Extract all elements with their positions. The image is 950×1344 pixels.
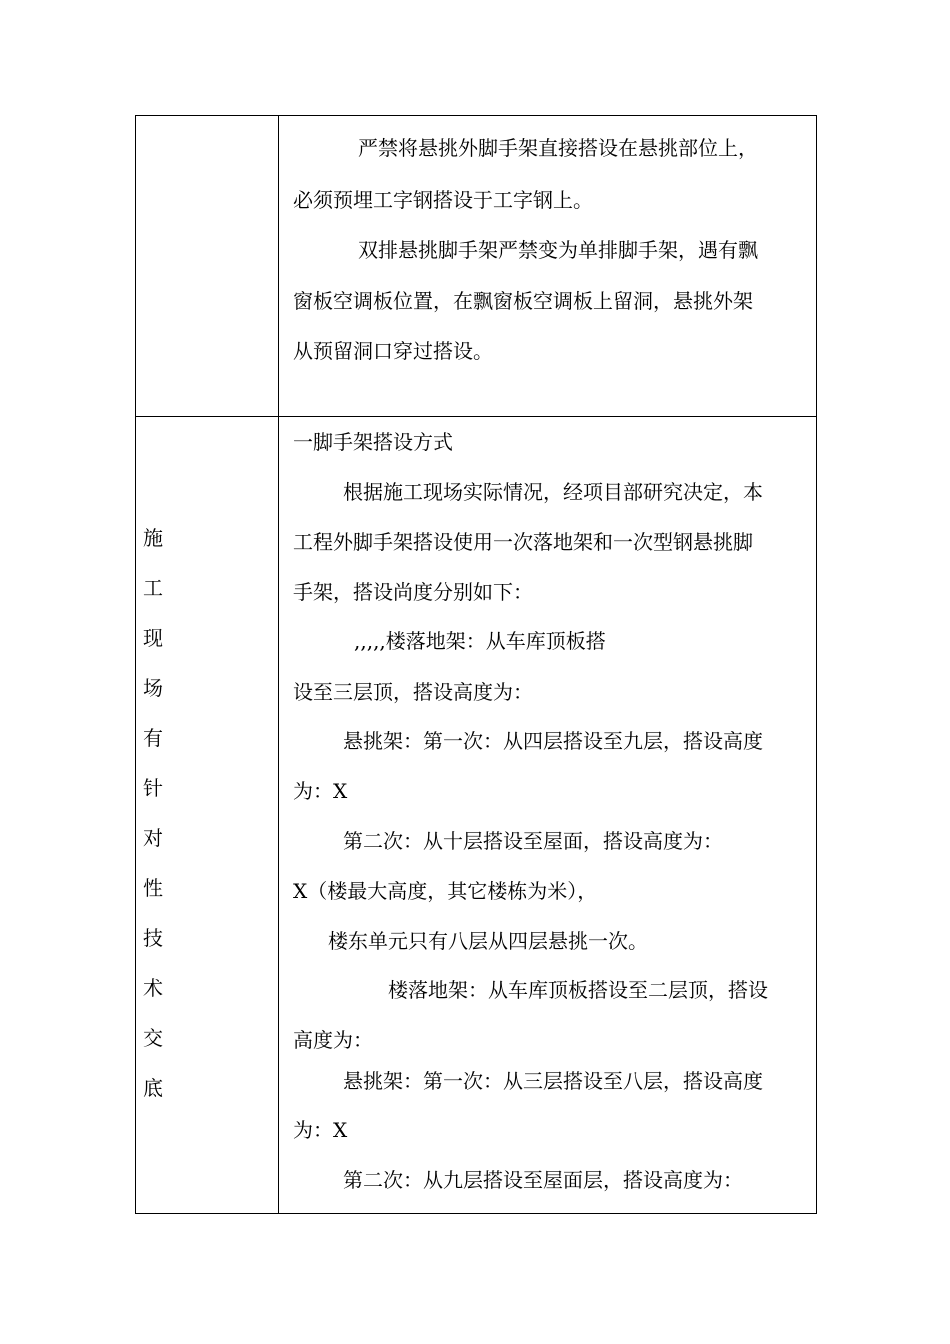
row2-line: 为：X — [293, 1118, 348, 1142]
row2-line: 手架，搭设尚度分别如下： — [293, 580, 533, 604]
row2-label-char: 场 — [143, 676, 163, 700]
section-heading: 一脚手架搭设方式 — [293, 430, 453, 454]
row2-line: 根据施工现场实际情况，经项目部研究决定，本 — [343, 480, 763, 504]
row-divider — [136, 416, 816, 417]
row1-line-4: 窗板空调板位置，在飘窗板空调板上留洞，悬挑外架 — [293, 289, 753, 313]
row2-label-char: 术 — [143, 976, 163, 1000]
column-divider — [278, 116, 279, 1213]
row1-line-5: 从预留洞口穿过搭设。 — [293, 339, 493, 363]
row2-line: X（楼最大高度，其它楼栋为米）， — [293, 879, 598, 903]
row1-line-3: 双排悬挑脚手架严禁变为单排脚手架，遇有飘 — [358, 238, 758, 262]
row2-line: 为：X — [293, 779, 348, 803]
row2-label-char: 技 — [143, 926, 163, 950]
row1-line-1: 严禁将悬挑外脚手架直接搭设在悬挑部位上， — [358, 136, 758, 160]
row2-label-char: 有 — [143, 726, 163, 750]
row2-line: 第二次：从九层搭设至屋面层，搭设高度为： — [343, 1168, 743, 1192]
row2-line: 楼落地架：从车库顶板搭设至二层顶，搭设 — [388, 978, 768, 1002]
row2-line: 工程外脚手架搭设使用一次落地架和一次型钢悬挑脚 — [293, 530, 753, 554]
row2-line: 悬挑架：第一次：从四层搭设至九层，搭设高度 — [343, 729, 763, 753]
row1-line-2: 必须预埋工字钢搭设于工字钢上。 — [293, 188, 593, 212]
row2-label-char: 底 — [143, 1076, 163, 1100]
row2-line: 设至三层顶，搭设高度为： — [293, 680, 533, 704]
row2-label-char: 现 — [143, 626, 163, 650]
row2-label-char: 性 — [143, 876, 163, 900]
row2-label-char: 交 — [143, 1026, 163, 1050]
row2-line: 高度为： — [293, 1028, 373, 1052]
row2-line: ,,,,,楼落地架：从车库顶板搭 — [354, 629, 606, 653]
row2-label-char: 工 — [143, 576, 163, 600]
row2-label-char: 施 — [143, 526, 163, 550]
row2-line: 楼东单元只有八层从四层悬挑一次。 — [328, 929, 648, 953]
row2-line: 悬挑架：第一次：从三层搭设至八层，搭设高度 — [343, 1069, 763, 1093]
row2-line: 第二次：从十层搭设至屋面，搭设高度为： — [343, 829, 723, 853]
row2-label-char: 针 — [143, 776, 163, 800]
document-table — [135, 115, 817, 1214]
row2-label-char: 对 — [143, 826, 163, 850]
